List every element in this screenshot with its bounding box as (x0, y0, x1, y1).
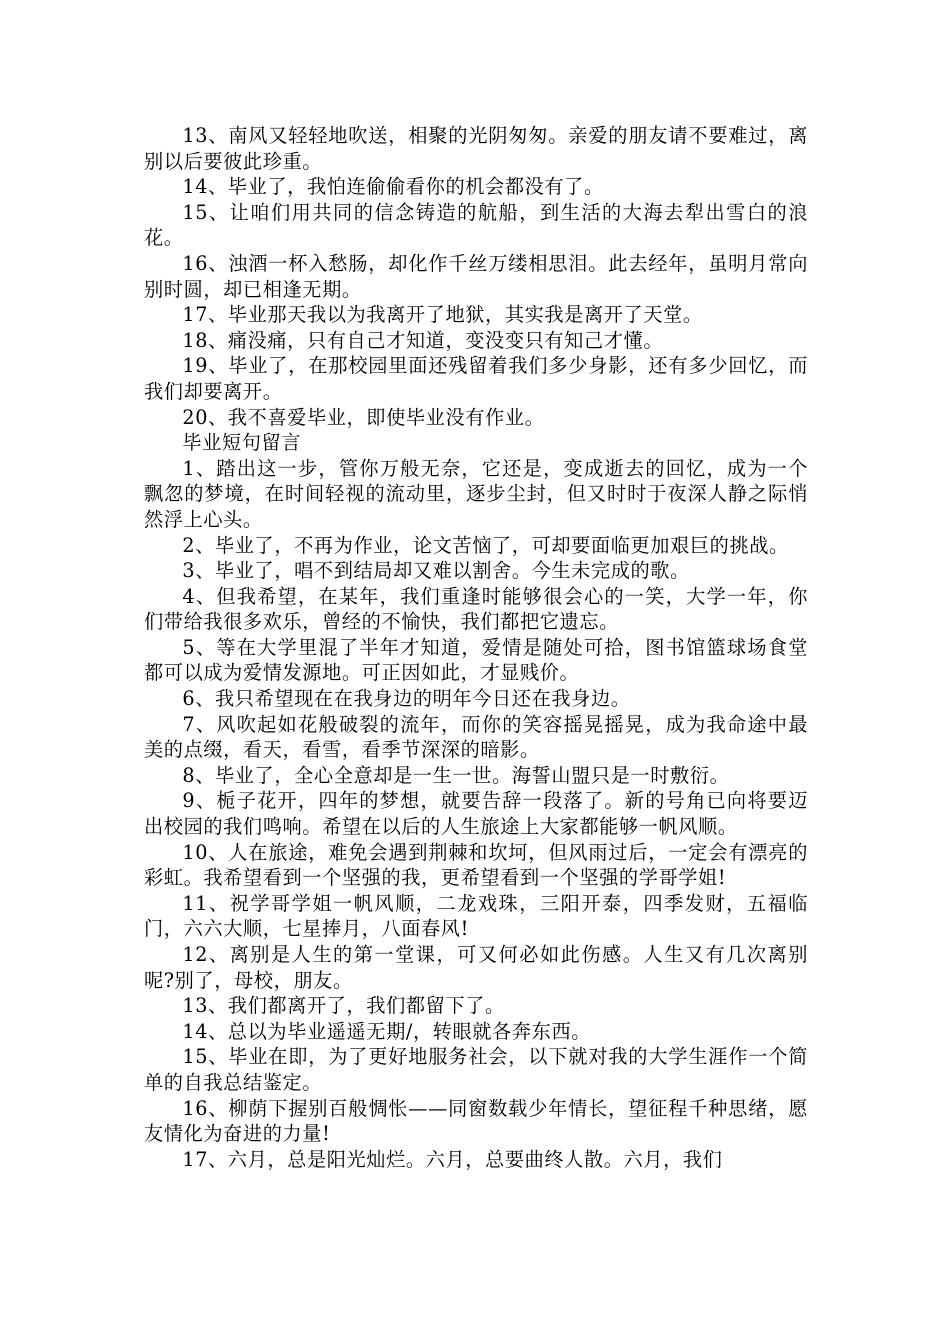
paragraph-13-south-wind: 13、南风又轻轻地吹送，相聚的光阴匆匆。亲爱的朋友请不要难过，离别以后要彼此珍重。 (144, 124, 808, 173)
paragraph-9-gardenia: 9、栀子花开，四年的梦想，就要告辞一段落了。新的号角已向将要迈出校园的我们鸣响。希望在以后的人生旅途上大家都能够一帆风顺。 (144, 789, 808, 839)
paragraph-15-ship: 15、让咱们用共同的信念铸造的航船，到生活的大海去犁出雪白的浪花。 (144, 200, 808, 250)
paragraph-1-step: 1、踏出这一步，管你万般无奈，它还是，变成逝去的回忆，成为一个飘忽的梦境，在时间轻视的流动里，逐步尘封，但又时时于夜深人静之际悄然浮上心头。 (144, 456, 808, 531)
paragraph-10-journey: 10、人在旅途，难免会遇到荆棘和坎坷，但风雨过后，一定会有漂亮的彩虹。我希望看到一个坚强的我，更希望看到一个坚强的学哥学姐! (144, 840, 808, 890)
paragraph-17-june: 17、六月，总是阳光灿烂。六月，总要曲终人散。六月，我们 (182, 1147, 723, 1171)
paragraph-14-graduated: 14、毕业了，我怕连偷偷看你的机会都没有了。 (182, 175, 604, 199)
paragraph-6-next-year: 6、我只希望现在在我身边的明年今日还在我身边。 (182, 687, 631, 711)
paragraph-4-reunion: 4、但我希望，在某年，我们重逢时能够很会心的一笑，大学一年，你们带给我很多欢乐，曾经的不愉快，我们都把它遗忘。 (144, 584, 808, 634)
paragraph-18-pain: 18、痛没痛，只有自己才知道，变没变只有知己才懂。 (182, 328, 664, 352)
paragraph-3-song: 3、毕业了，唱不到结局却又难以割舍。今生未完成的歌。 (182, 559, 690, 583)
paragraph-14-far-away: 14、总以为毕业遥遥无期/，转眼就各奔东西。 (182, 1019, 592, 1043)
document-page (144, 123, 808, 1172)
paragraph-8-vow: 8、毕业了，全心全意却是一生一世。海誓山盟只是一时敷衍。 (182, 763, 730, 787)
paragraph-19-campus: 19、毕业了，在那校园里面还残留着我们多少身影，还有多少回忆，而我们却要离开。 (144, 354, 808, 403)
paragraph-7-wind: 7、风吹起如花般破裂的流年，而你的笑容摇晃摇晃，成为我命途中最美的点缀，看天，看雪，看季节深深的暗影。 (144, 712, 808, 762)
paragraph-15-summary: 15、毕业在即，为了更好地服务社会，以下就对我的大学生涯作一个简单的自我总结鉴定。 (144, 1045, 808, 1094)
paragraph-20-homework: 20、我不喜爱毕业，即使毕业没有作业。 (182, 405, 545, 429)
paragraph-16-willow: 16、柳荫下握别百般惆怅——同窗数载少年情长，望征程千种思绪，愿友情化为奋进的力量! (144, 1096, 808, 1146)
section-heading: 毕业短句留言 (182, 431, 302, 455)
paragraph-16-wine: 16、浊酒一杯入愁肠，却化作千丝万缕相思泪。此去经年，虽明月常向别时圆，却已相逢无期。 (144, 251, 808, 301)
paragraph-5-love: 5、等在大学里混了半年才知道，爱情是随处可拾，图书馆篮球场食堂都可以成为爱情发源地。可正因如此，才显贱价。 (144, 635, 808, 685)
paragraph-12-farewell: 12、离别是人生的第一堂课，可又何必如此伤感。人生又有几次离别呢?别了，母校，朋友。 (144, 943, 808, 992)
paragraph-17-heaven: 17、毕业那天我以为我离开了地狱，其实我是离开了天堂。 (182, 303, 703, 327)
paragraph-13-leave-stay: 13、我们都离开了，我们都留下了。 (182, 994, 505, 1018)
paragraph-2-challenge: 2、毕业了，不再为作业，论文苦恼了，可却要面临更加艰巨的挑战。 (182, 533, 789, 557)
paragraph-11-blessing: 11、祝学哥学姐一帆风顺，二龙戏珠，三阳开泰，四季发财，五福临门，六六大顺，七星捧月，八面春风! (144, 891, 808, 941)
